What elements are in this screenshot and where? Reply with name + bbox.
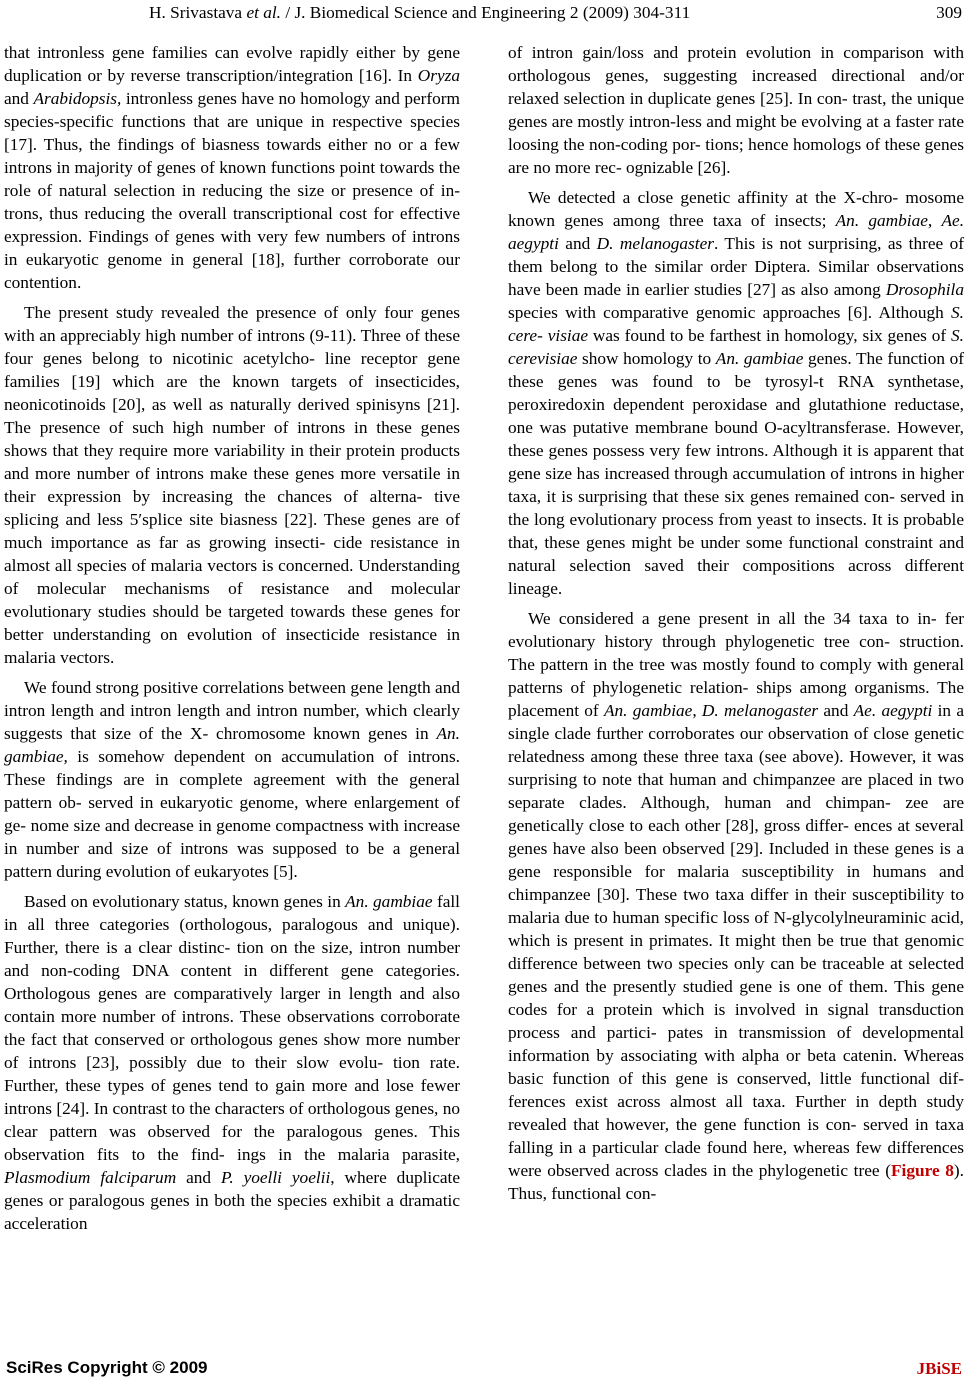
paragraph: The present study revealed the presence of only four genes with an appreciably high number of introns (9-11). Three of these four genes belong to nicotinic acetylcho- line receptor gene families [19] which are the known targets of insecticides, neonicotinoids [20], as well as naturally derived spinisyns [21]. The presence of such high number of introns in these genes shows that they require more variability in their protein products and more number of introns make these genes more versatile in their expression by increasing the chances of alterna- tive splicing and less 5′splice site biasness [22]. These genes are of much importance as far as growing insecti- cide resistance in almost all species of malaria vectors is concerned. Understanding of molecular mechanisms of resistance and molecular evolutionary studies should be targeted towards these genes for better understanding on evolution of insecticide resistance in malaria vectors.: [4, 303, 460, 667]
text-run: species with comparative genomic approaches [6]. Although: [508, 303, 952, 322]
text-run: intronless genes have no homology and perform species-specific functions that are unique in respective species [17]. Thus, the findings of biasness towards either no or a few introns in majority of genes of known functions point towards the role of natural selection in reducing the size or presence of in- trons, thus reducing the overall transcriptional cost for effective expression. Findings of genes with very few numbers of introns in eukaryotic genome in general [18], further corroborate our contention.: [4, 89, 461, 292]
italic-term: S. cerevisiae: [508, 326, 964, 368]
text-run: genes. The function of these genes was found to be tyrosyl-t RNA synthetase, peroxiredoxin dependent peroxidase and glutathione reductase, one was putative membrane bound O-acyltransferase. However, these genes possess very few introns. Although it is apparent that gene size has increased through accumulation of introns in higher taxa, it is surprising that these six genes remained con- served in the long evolutionary process from yeast to insects. It is probable that, these genes might be under some functional constraint and natural selection saved their compositions across different lineage.: [508, 349, 964, 598]
italic-term: An. gambiae,: [4, 724, 460, 766]
italic-term: Plasmodium falciparum: [4, 1168, 177, 1187]
italic-term: P. yoelli yoelii: [221, 1168, 331, 1187]
italic-term: Drosophila: [885, 280, 964, 299]
text-run: and: [4, 89, 34, 108]
header-et-al: et al.: [246, 3, 281, 22]
italic-term: Arabidopsis,: [33, 89, 122, 108]
italic-term: Ae. aegypti: [508, 211, 965, 253]
italic-term: An. gambiae: [345, 892, 433, 911]
paragraph: [4, 676, 460, 883]
text-run: that intronless gene families can evolve rapidly either by gene duplication or by reverse transcription/integration [16]. In: [4, 43, 460, 85]
left-column: [4, 41, 460, 1235]
text-run: was found to be farthest in homology, six genes of: [588, 326, 952, 345]
italic-term: Ae. aegypti: [853, 701, 933, 720]
text-run: ,: [927, 211, 942, 230]
italic-term: D. melanogaster: [596, 234, 714, 253]
italic-term: An. gambiae: [715, 349, 804, 368]
header-authors: H. Srivastava: [149, 3, 247, 22]
text-run: We found strong positive correlations between gene length and intron length and intron length and intron number, which clearly suggests that size of the X- chromosome known genes in: [4, 678, 460, 743]
page-number: 309: [936, 3, 962, 22]
text-run: and: [176, 1168, 221, 1187]
text-run: We detected a close genetic affinity at the X-chro- mosome known genes among three taxa of insects;: [508, 188, 964, 230]
journal-abbreviation: JBiSE: [916, 1359, 962, 1378]
text-run: is somehow dependent on accumulation of introns. These findings are in complete agreement with the general pattern ob- served in eukaryotic genome, where enlargement of ge- nome size and decrease in genome compactness with increase in number and size of introns was supposed to be a general pattern during evolution of eukaryotes [5].: [4, 747, 460, 881]
paragraph: [4, 890, 460, 1235]
italic-term: An. gambiae: [835, 211, 928, 230]
copyright-notice: SciRes Copyright © 2009: [6, 1358, 208, 1377]
text-run: fall in all three categories (orthologous, paralogous and unique). Further, there is a clear distinc- tion on the size, intron number and non-coding DNA content in different gene categories. Orthologous genes are comparatively larger in length and also contain more number of introns. These observations corroborate the fact that conserved or orthologous genes show more number of introns [23], possibly due to their slow evolu- tion rate. Further, these types of genes tend to gain more and lose fewer introns [24]. In contrast to the characters of orthologous genes, no clear pattern was observed for the paralogous genes. This observation fits to the find- ings in the malaria parasite,: [4, 892, 460, 1164]
text-run: . This is not surprising, as three of them belong to the similar order Diptera. Similar observations have been made in earlier studies [27] as also among: [508, 234, 965, 299]
paragraph: of intron gain/loss and protein evolution in comparison with orthologous genes, suggesting increased directional and/or relaxed selection in duplicate genes [25]. In con- trast, the unique genes are mostly intron-less and might be evolving at a faster rate loosing the non-coding por- tions; hence homologs of these genes are no more rec- ognizable [26].: [508, 43, 964, 177]
header-journal: / J. Biomedical Science and Engineering 2 (2009) 304-311: [281, 3, 691, 22]
italic-term: An. gambiae: [603, 701, 693, 720]
header-citation: [149, 3, 690, 23]
text-run: Based on evolutionary status, known genes in: [24, 892, 346, 911]
paragraph: [508, 186, 964, 600]
figure-8-link[interactable]: Figure 8: [890, 1161, 954, 1180]
italic-term: Oryza: [417, 66, 460, 85]
text-run: ,: [692, 701, 702, 720]
text-run: and: [558, 234, 597, 253]
text-run: We considered a gene present in all the 34 taxa to in- fer evolutionary history through phylogenetic tree con- struction. The pattern in the tree was mostly found to comply with general patterns of phylogenetic relation- ships among organisms. The placement of: [508, 609, 964, 720]
paragraph: [508, 607, 964, 1205]
text-run: show homology to: [577, 349, 716, 368]
text-run: in a single clade further corroborates our observation of close genetic relatedness among these three taxa (see above). However, it was surprising to note that human and chimpanzee are placed in two separate clades. Although, human and chimpan- zee are genetically close to each other [28], gross differ- ences at several genes have also been observed [29]. Included in these genes is a gene responsible for malaria susceptibility in humans and chimpanzee [30]. These two taxa differ in their susceptibility to malaria due to human specific loss of N-glycolylneuraminic acid, which is present in primates. It might then be true that genomic difference between two species only can be traceable at selected genes and the presently studied gene is one of them. This gene codes for a protein which is involved in signal transduction process and partici- pates in transmission of developmental information by associating with alpha or beta catenin. Whereas basic function of this gene is conserved, little functional dif- ferences exist across almost all taxa. Further in depth study revealed that however, the gene function is con- served in taxa falling in a particular clade found here, whereas few differences were observed across clades in the phylogenetic tree (: [508, 701, 965, 1180]
paragraph: [4, 41, 460, 294]
text-run: , where duplicate genes or paralogous genes in both the species exhibit a dramatic acceleration: [4, 1168, 461, 1233]
text-run: ). Thus, functional con-: [508, 1161, 964, 1203]
italic-term: D. melanogaster: [701, 701, 819, 720]
page-footer: [6, 1351, 962, 1381]
text-run: and: [818, 701, 854, 720]
italic-term: S. cere- visiae: [508, 303, 964, 345]
running-header: [6, 2, 962, 28]
right-column: [508, 41, 964, 1205]
